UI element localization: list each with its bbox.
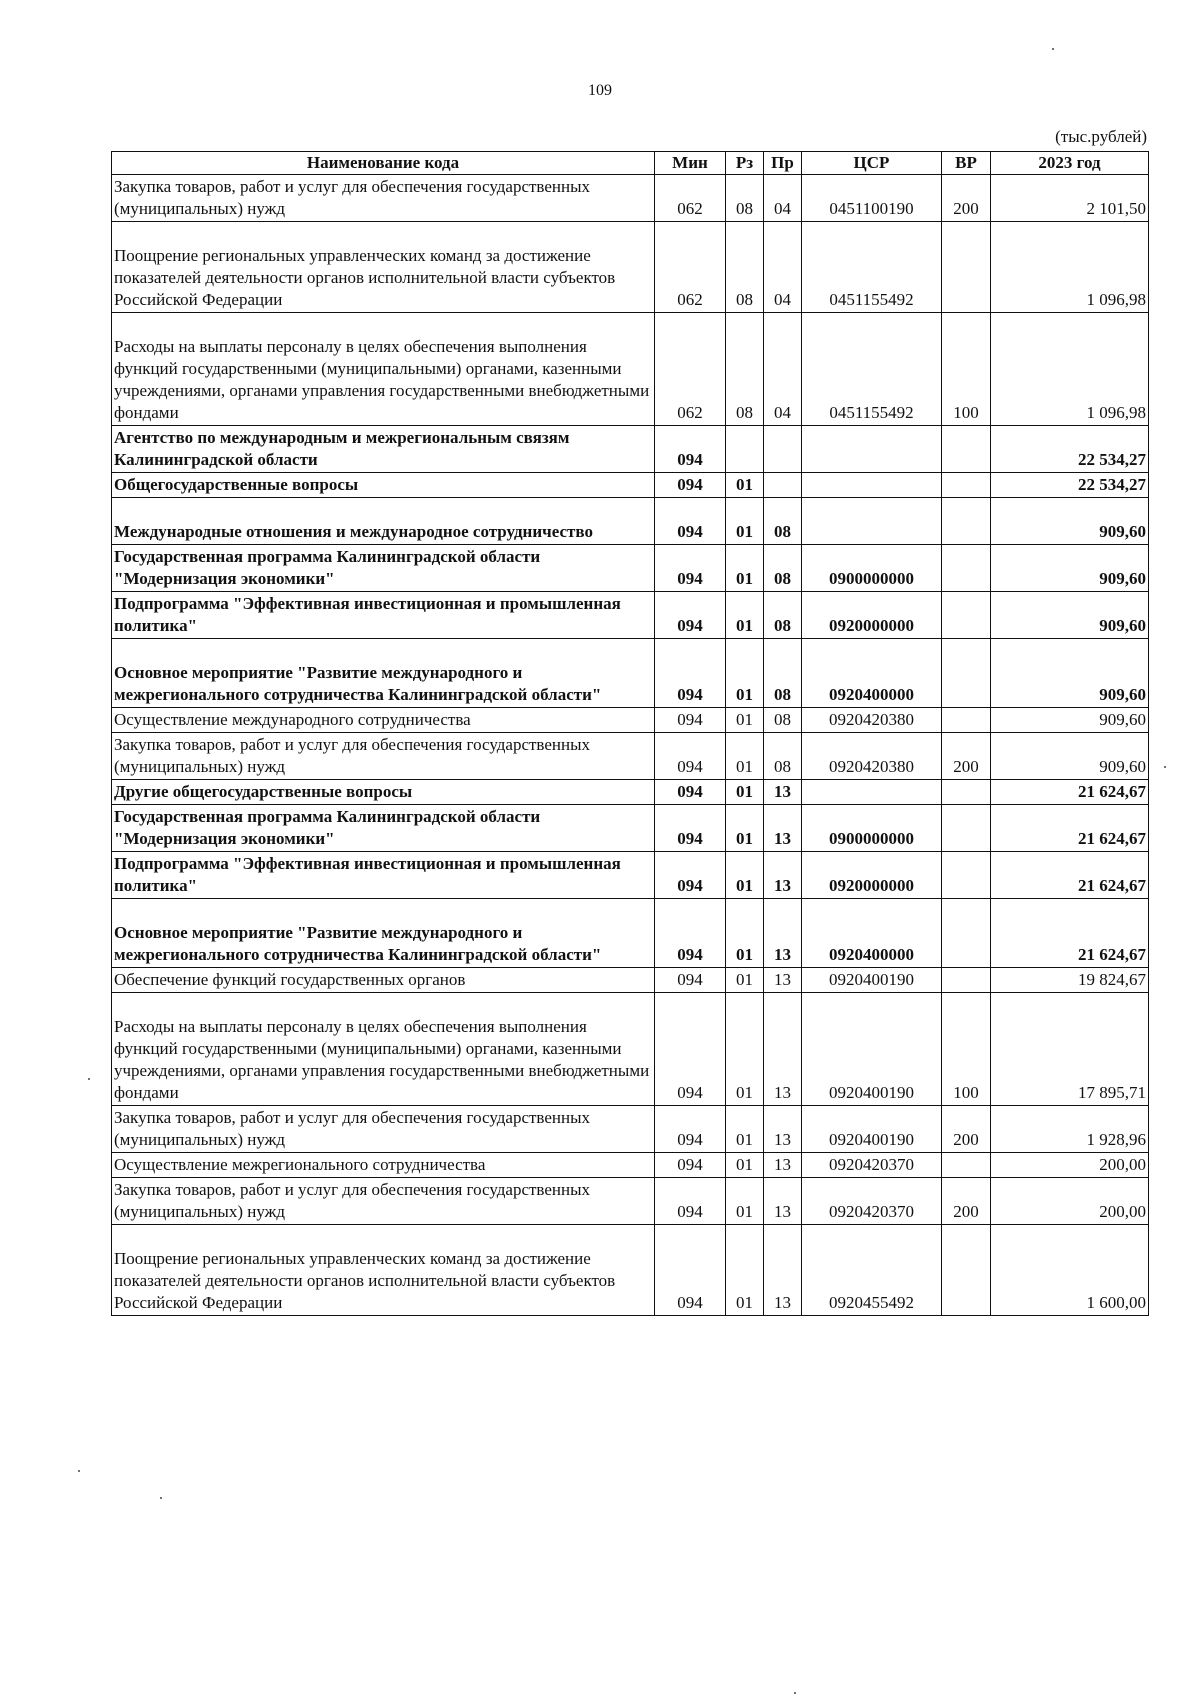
cell-pr: 08 bbox=[764, 545, 802, 592]
table-body bbox=[112, 175, 1149, 1316]
cell-amount: 909,60 bbox=[991, 498, 1149, 545]
cell-amount: 909,60 bbox=[991, 708, 1149, 733]
scan-speck bbox=[1052, 48, 1054, 50]
cell-amount: 909,60 bbox=[991, 733, 1149, 780]
cell-amount: 19 824,67 bbox=[991, 968, 1149, 993]
cell-name: Закупка товаров, работ и услуг для обеспечения государственных (муниципальных) нужд bbox=[112, 1178, 655, 1225]
cell-vr: 100 bbox=[942, 993, 991, 1106]
cell-name: Подпрограмма "Эффективная инвестиционная и промышленная политика" bbox=[112, 852, 655, 899]
table-row bbox=[112, 498, 1149, 545]
cell-csr: 0920420380 bbox=[802, 708, 942, 733]
cell-pr: 08 bbox=[764, 708, 802, 733]
cell-amount: 21 624,67 bbox=[991, 899, 1149, 968]
cell-rz: 01 bbox=[726, 1178, 764, 1225]
cell-csr: 0920000000 bbox=[802, 852, 942, 899]
cell-min: 094 bbox=[655, 805, 726, 852]
cell-amount: 1 096,98 bbox=[991, 222, 1149, 313]
cell-csr: 0920400190 bbox=[802, 968, 942, 993]
cell-vr: 200 bbox=[942, 1106, 991, 1153]
cell-min: 094 bbox=[655, 1153, 726, 1178]
cell-amount: 1 096,98 bbox=[991, 313, 1149, 426]
cell-vr: 200 bbox=[942, 1178, 991, 1225]
cell-name: Агентство по международным и межрегиональным связям Калининградской области bbox=[112, 426, 655, 473]
cell-name: Общегосударственные вопросы bbox=[112, 473, 655, 498]
cell-min: 094 bbox=[655, 899, 726, 968]
cell-rz: 08 bbox=[726, 175, 764, 222]
table-row bbox=[112, 708, 1149, 733]
cell-pr: 13 bbox=[764, 1153, 802, 1178]
cell-amount: 21 624,67 bbox=[991, 780, 1149, 805]
cell-rz: 01 bbox=[726, 805, 764, 852]
units-label: (тыс.рублей) bbox=[1055, 127, 1147, 146]
cell-name: Международные отношения и международное сотрудничество bbox=[112, 498, 655, 545]
scan-speck bbox=[1164, 766, 1166, 768]
cell-min: 094 bbox=[655, 780, 726, 805]
cell-rz: 01 bbox=[726, 780, 764, 805]
cell-pr: 13 bbox=[764, 852, 802, 899]
cell-pr: 13 bbox=[764, 993, 802, 1106]
cell-rz: 01 bbox=[726, 993, 764, 1106]
table-row bbox=[112, 805, 1149, 852]
cell-amount: 1 600,00 bbox=[991, 1225, 1149, 1316]
cell-csr: 0920420370 bbox=[802, 1153, 942, 1178]
table-row bbox=[112, 175, 1149, 222]
cell-amount: 22 534,27 bbox=[991, 426, 1149, 473]
cell-rz: 08 bbox=[726, 222, 764, 313]
cell-name: Поощрение региональных управленческих команд за достижение показателей деятельности органов исполнительной власти субъектов Российской Федерации bbox=[112, 222, 655, 313]
cell-name: Осуществление международного сотрудничества bbox=[112, 708, 655, 733]
cell-vr bbox=[942, 780, 991, 805]
cell-name: Основное мероприятие "Развитие международного и межрегионального сотрудничества Калининградской области" bbox=[112, 639, 655, 708]
cell-vr: 200 bbox=[942, 733, 991, 780]
table-row bbox=[112, 1178, 1149, 1225]
cell-pr: 04 bbox=[764, 175, 802, 222]
cell-min: 094 bbox=[655, 733, 726, 780]
cell-rz: 01 bbox=[726, 1225, 764, 1316]
cell-rz: 01 bbox=[726, 592, 764, 639]
cell-name: Поощрение региональных управленческих команд за достижение показателей деятельности органов исполнительной власти субъектов Российской Федерации bbox=[112, 1225, 655, 1316]
cell-rz: 01 bbox=[726, 899, 764, 968]
budget-table bbox=[111, 151, 1149, 1316]
cell-csr: 0451155492 bbox=[802, 313, 942, 426]
cell-vr bbox=[942, 473, 991, 498]
cell-csr: 0900000000 bbox=[802, 545, 942, 592]
cell-pr: 08 bbox=[764, 498, 802, 545]
cell-pr: 13 bbox=[764, 780, 802, 805]
cell-min: 094 bbox=[655, 1106, 726, 1153]
cell-amount: 21 624,67 bbox=[991, 805, 1149, 852]
table-row bbox=[112, 639, 1149, 708]
cell-name: Государственная программа Калининградской области "Модернизация экономики" bbox=[112, 805, 655, 852]
cell-vr: 200 bbox=[942, 175, 991, 222]
scan-speck bbox=[794, 1692, 796, 1694]
cell-amount: 1 928,96 bbox=[991, 1106, 1149, 1153]
cell-min: 094 bbox=[655, 639, 726, 708]
cell-amount: 2 101,50 bbox=[991, 175, 1149, 222]
cell-vr bbox=[942, 426, 991, 473]
table-row bbox=[112, 1106, 1149, 1153]
header-min: Мин bbox=[655, 152, 726, 175]
table-row bbox=[112, 733, 1149, 780]
cell-name: Расходы на выплаты персоналу в целях обеспечения выполнения функций государственными (муниципальными) органами, казенными учреждениями, органами управления государственными внебюджетными фондами bbox=[112, 993, 655, 1106]
cell-pr: 13 bbox=[764, 1178, 802, 1225]
cell-csr: 0920400190 bbox=[802, 993, 942, 1106]
cell-amount: 21 624,67 bbox=[991, 852, 1149, 899]
cell-min: 094 bbox=[655, 545, 726, 592]
cell-csr: 0920000000 bbox=[802, 592, 942, 639]
cell-csr: 0920400000 bbox=[802, 899, 942, 968]
cell-csr bbox=[802, 498, 942, 545]
table-row bbox=[112, 222, 1149, 313]
cell-vr bbox=[942, 805, 991, 852]
cell-csr: 0920400190 bbox=[802, 1106, 942, 1153]
cell-amount: 200,00 bbox=[991, 1178, 1149, 1225]
cell-vr bbox=[942, 1153, 991, 1178]
cell-min: 094 bbox=[655, 993, 726, 1106]
cell-rz: 01 bbox=[726, 1153, 764, 1178]
cell-csr: 0920400000 bbox=[802, 639, 942, 708]
cell-amount: 17 895,71 bbox=[991, 993, 1149, 1106]
cell-rz: 01 bbox=[726, 545, 764, 592]
cell-csr: 0920420370 bbox=[802, 1178, 942, 1225]
table-row bbox=[112, 592, 1149, 639]
cell-vr bbox=[942, 708, 991, 733]
cell-min: 062 bbox=[655, 313, 726, 426]
cell-min: 094 bbox=[655, 852, 726, 899]
cell-vr bbox=[942, 899, 991, 968]
cell-min: 094 bbox=[655, 1178, 726, 1225]
table-row bbox=[112, 993, 1149, 1106]
cell-csr: 0451100190 bbox=[802, 175, 942, 222]
cell-min: 062 bbox=[655, 222, 726, 313]
cell-pr bbox=[764, 426, 802, 473]
table-header-row bbox=[112, 152, 1149, 175]
cell-rz: 01 bbox=[726, 968, 764, 993]
table-row bbox=[112, 473, 1149, 498]
cell-pr: 08 bbox=[764, 639, 802, 708]
cell-pr: 08 bbox=[764, 733, 802, 780]
cell-name: Подпрограмма "Эффективная инвестиционная и промышленная политика" bbox=[112, 592, 655, 639]
cell-rz: 01 bbox=[726, 498, 764, 545]
cell-amount: 909,60 bbox=[991, 639, 1149, 708]
cell-amount: 22 534,27 bbox=[991, 473, 1149, 498]
cell-pr: 13 bbox=[764, 899, 802, 968]
cell-name: Закупка товаров, работ и услуг для обеспечения государственных (муниципальных) нужд bbox=[112, 175, 655, 222]
cell-name: Основное мероприятие "Развитие международного и межрегионального сотрудничества Калининградской области" bbox=[112, 899, 655, 968]
cell-vr bbox=[942, 592, 991, 639]
cell-pr: 13 bbox=[764, 1225, 802, 1316]
cell-pr: 08 bbox=[764, 592, 802, 639]
cell-rz: 08 bbox=[726, 313, 764, 426]
cell-min: 094 bbox=[655, 1225, 726, 1316]
cell-rz: 01 bbox=[726, 1106, 764, 1153]
cell-csr: 0451155492 bbox=[802, 222, 942, 313]
cell-min: 094 bbox=[655, 592, 726, 639]
table-row bbox=[112, 968, 1149, 993]
cell-vr bbox=[942, 545, 991, 592]
cell-rz: 01 bbox=[726, 708, 764, 733]
cell-pr: 04 bbox=[764, 313, 802, 426]
cell-pr bbox=[764, 473, 802, 498]
table-row bbox=[112, 313, 1149, 426]
cell-name: Расходы на выплаты персоналу в целях обеспечения выполнения функций государственными (муниципальными) органами, казенными учреждениями, органами управления государственными внебюджетными фондами bbox=[112, 313, 655, 426]
cell-rz: 01 bbox=[726, 639, 764, 708]
cell-vr bbox=[942, 498, 991, 545]
cell-csr: 0900000000 bbox=[802, 805, 942, 852]
header-name: Наименование кода bbox=[112, 152, 655, 175]
cell-min: 094 bbox=[655, 473, 726, 498]
cell-vr bbox=[942, 1225, 991, 1316]
table-row bbox=[112, 426, 1149, 473]
cell-name: Закупка товаров, работ и услуг для обеспечения государственных (муниципальных) нужд bbox=[112, 1106, 655, 1153]
table-row bbox=[112, 545, 1149, 592]
cell-pr: 13 bbox=[764, 1106, 802, 1153]
cell-rz bbox=[726, 426, 764, 473]
header-vr: ВР bbox=[942, 152, 991, 175]
cell-name: Государственная программа Калининградской области "Модернизация экономики" bbox=[112, 545, 655, 592]
cell-rz: 01 bbox=[726, 733, 764, 780]
cell-vr bbox=[942, 852, 991, 899]
cell-amount: 909,60 bbox=[991, 592, 1149, 639]
table-row bbox=[112, 780, 1149, 805]
cell-min: 094 bbox=[655, 498, 726, 545]
cell-amount: 200,00 bbox=[991, 1153, 1149, 1178]
cell-pr: 13 bbox=[764, 805, 802, 852]
cell-amount: 909,60 bbox=[991, 545, 1149, 592]
cell-min: 062 bbox=[655, 175, 726, 222]
cell-min: 094 bbox=[655, 426, 726, 473]
cell-vr bbox=[942, 968, 991, 993]
page-number: 109 bbox=[588, 82, 612, 99]
cell-min: 094 bbox=[655, 708, 726, 733]
cell-name: Обеспечение функций государственных органов bbox=[112, 968, 655, 993]
cell-vr bbox=[942, 222, 991, 313]
table-row bbox=[112, 852, 1149, 899]
header-rz: Рз bbox=[726, 152, 764, 175]
scan-speck bbox=[78, 1470, 80, 1472]
cell-rz: 01 bbox=[726, 473, 764, 498]
cell-csr bbox=[802, 473, 942, 498]
scan-speck bbox=[88, 1078, 90, 1080]
header-year: 2023 год bbox=[991, 152, 1149, 175]
cell-csr bbox=[802, 426, 942, 473]
cell-csr bbox=[802, 780, 942, 805]
cell-name: Осуществление межрегионального сотрудничества bbox=[112, 1153, 655, 1178]
table-row bbox=[112, 1153, 1149, 1178]
header-pr: Пр bbox=[764, 152, 802, 175]
cell-csr: 0920455492 bbox=[802, 1225, 942, 1316]
cell-rz: 01 bbox=[726, 852, 764, 899]
table-row bbox=[112, 899, 1149, 968]
scan-speck bbox=[160, 1497, 162, 1499]
cell-pr: 13 bbox=[764, 968, 802, 993]
cell-vr: 100 bbox=[942, 313, 991, 426]
cell-csr: 0920420380 bbox=[802, 733, 942, 780]
cell-vr bbox=[942, 639, 991, 708]
header-csr: ЦСР bbox=[802, 152, 942, 175]
cell-name: Другие общегосударственные вопросы bbox=[112, 780, 655, 805]
cell-name: Закупка товаров, работ и услуг для обеспечения государственных (муниципальных) нужд bbox=[112, 733, 655, 780]
cell-min: 094 bbox=[655, 968, 726, 993]
table-row bbox=[112, 1225, 1149, 1316]
cell-pr: 04 bbox=[764, 222, 802, 313]
